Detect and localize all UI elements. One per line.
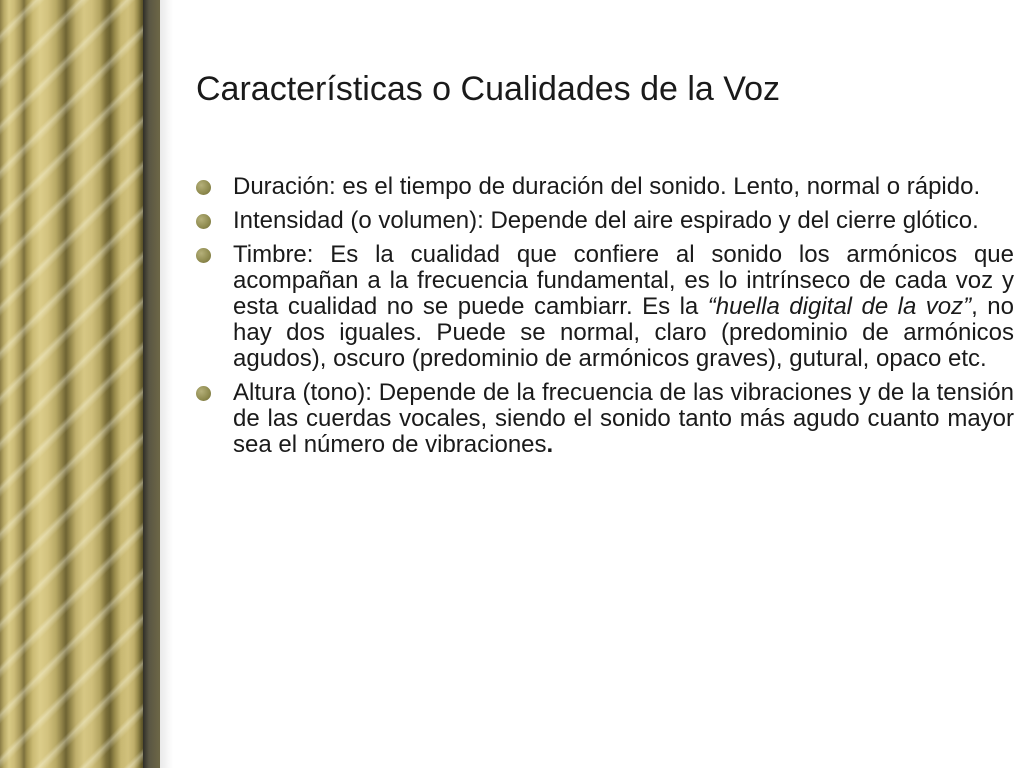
bullet-text-part: Timbre: Es la cualidad que confiere al sonido los armónicos que acompañan a la frecuencia fundamental, es lo intrínseco de cada voz y esta cualidad no se puede cambiarr. Es la bbox=[233, 241, 1014, 320]
bullet-text-part: , no hay dos iguales. Puede se normal, claro (predominio de armónicos agudos), oscuro (predominio de armónicos graves), gutural, opaco etc. bbox=[233, 293, 1014, 372]
bullet-item-altura bbox=[196, 380, 1014, 458]
bullet-text: Intensidad (o volumen): Depende del aire espirado y del cierre glótico. bbox=[233, 207, 979, 234]
bullet-dot-icon bbox=[196, 386, 211, 401]
bullet-item-duracion bbox=[196, 174, 1014, 200]
bullet-list bbox=[196, 174, 1014, 466]
bullet-text-emphasis: “huella digital de la voz” bbox=[707, 293, 972, 320]
bullet-dot-icon bbox=[196, 214, 211, 229]
bullet-text-part: Altura (tono): Depende de la frecuencia de las vibraciones y de la tensión de las cuerdas vocales, siendo el sonido tanto más agudo cuanto mayor sea el número de vibraciones bbox=[233, 379, 1014, 458]
bullet-text-end: . bbox=[546, 431, 554, 458]
bullet-item-timbre bbox=[196, 242, 1014, 372]
slide-title: Características o Cualidades de la Voz bbox=[196, 70, 780, 108]
bullet-dot-icon bbox=[196, 248, 211, 263]
bullet-item-intensidad bbox=[196, 208, 1014, 234]
bullet-dot-icon bbox=[196, 180, 211, 195]
decorative-border-shadow bbox=[143, 0, 173, 768]
bullet-text bbox=[233, 380, 1014, 458]
bullet-text bbox=[233, 242, 1014, 372]
bullet-text: Duración: es el tiempo de duración del sonido. Lento, normal o rápido. bbox=[233, 173, 981, 200]
decorative-border-shine bbox=[0, 0, 143, 768]
